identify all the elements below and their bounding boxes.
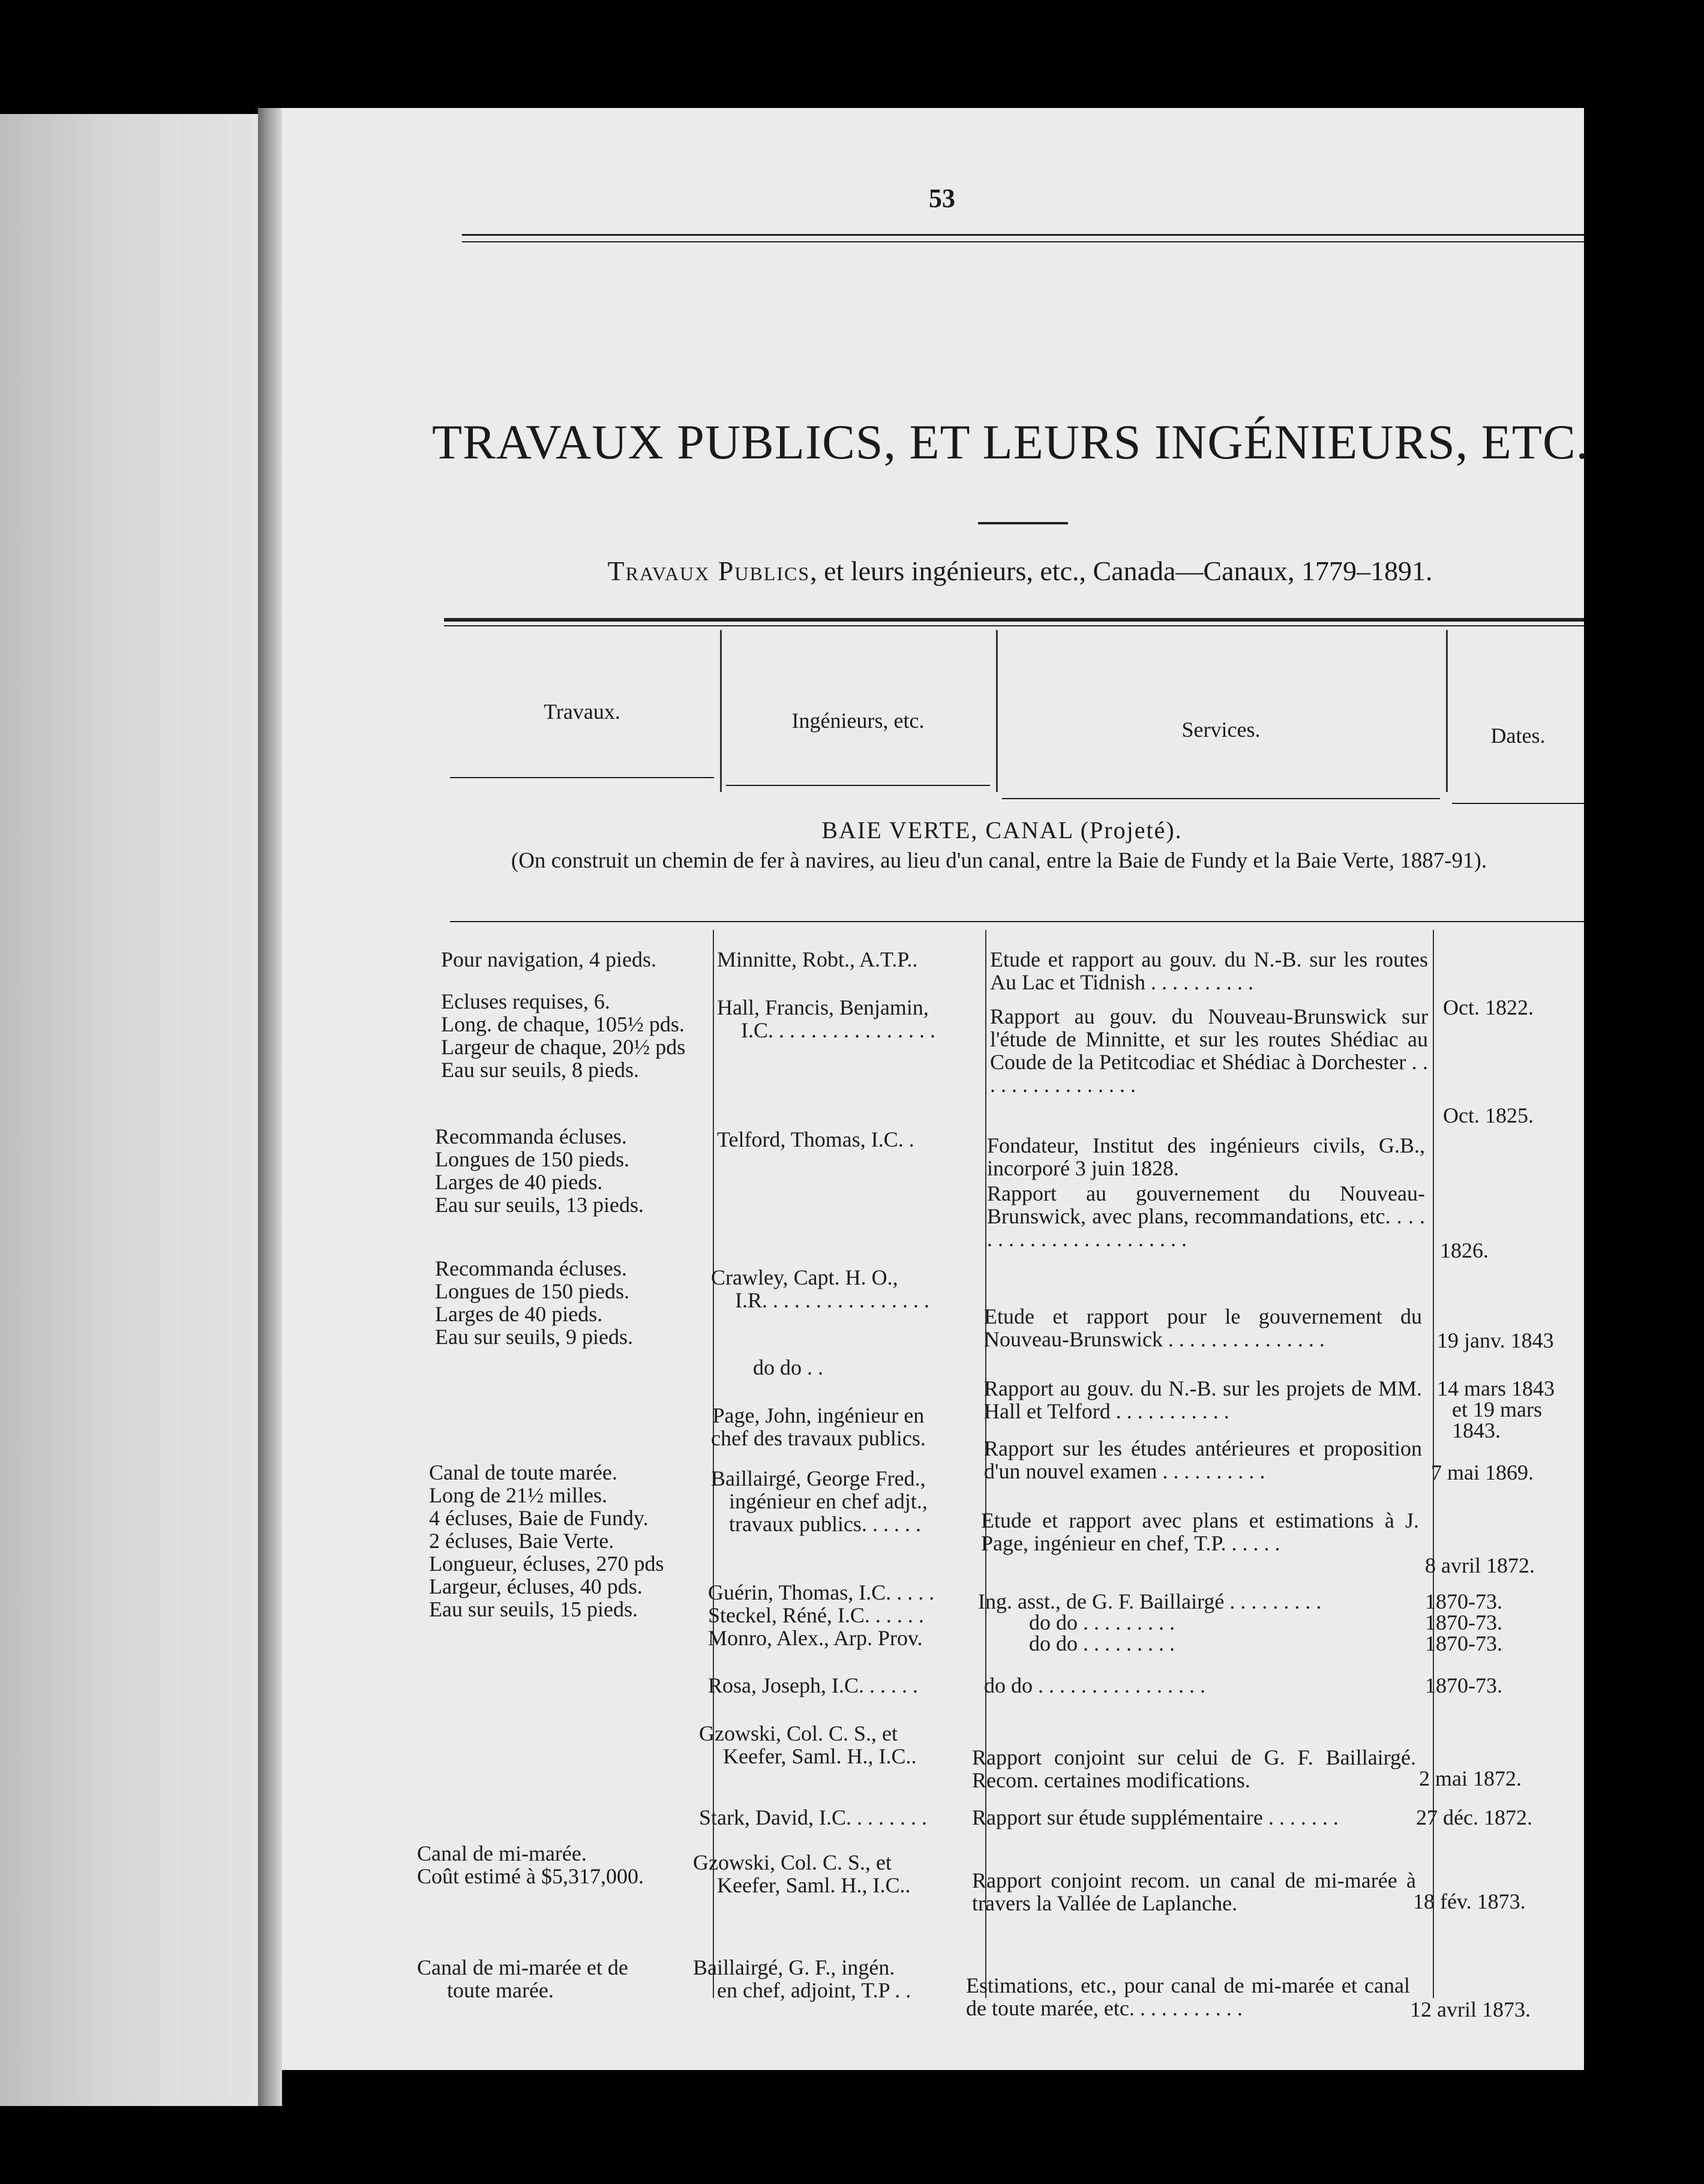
section-note: (On construit un chemin de fer à navires, au lieu d'un canal, entre la Baie de Fundy et la Baie Verte, 1887-91).	[511, 848, 1487, 873]
service-cell: do do . . . . . . . . .	[1029, 1631, 1175, 1655]
ingenieur-cell: Page, John, ingénieur en chef des travaux publics.	[711, 1403, 926, 1450]
header-bottom-rule-2	[726, 785, 990, 786]
date-cell: 18 fév. 1873.	[1413, 1889, 1526, 1913]
service-cell: do do . . . . . . . . . . . . . . . .	[984, 1673, 1205, 1697]
date-cell: et 19 mars	[1452, 1397, 1542, 1421]
ingenieur-cell: Baillairgé, G. F., ingén. en chef, adjoint, T.P . .	[693, 1955, 911, 2002]
table-top-rule	[444, 618, 1584, 622]
date-cell: 1843.	[1452, 1418, 1501, 1442]
section-title: BAIE VERTE, CANAL (Projeté).	[821, 817, 1183, 844]
service-cell: Etude et rapport pour le gouvernement du Nouveau-Brunswick . . . . . . . . . . . . . . .	[984, 1304, 1422, 1351]
date-cell: Oct. 1825.	[1443, 1103, 1534, 1127]
service-cell: Rapport au gouvernement du Nouveau-Brunswick, avec plans, recommandations, etc. . . . . . . . . . . . . . . . . . . . . . .	[987, 1181, 1425, 1251]
caption-small-caps: Travaux Publics	[607, 556, 811, 586]
header-dates: Dates.	[1490, 724, 1546, 748]
date-cell: 1826.	[1440, 1238, 1489, 1262]
service-cell: Etude et rapport au gouv. du N.-B. sur les routes Au Lac et Tidnish . . . . . . . . . .	[990, 947, 1428, 994]
service-cell: Ing. asst., de G. F. Baillairgé . . . . . . . . .	[978, 1589, 1322, 1613]
ingenieur-cell: Minnitte, Robt., A.T.P..	[717, 947, 918, 971]
facing-page-edge	[0, 114, 258, 2106]
service-cell: Rapport au gouv. du Nouveau-Brunswick sur l'étude de Minnitte, et sur les routes Shédiac au Coude de la Petitcodiac et Shédiac à Dorchester . . . . . . . . . . . . . . . .	[990, 1004, 1428, 1097]
service-cell: Rapport conjoint sur celui de G. F. Baillairgé. Recom. certaines modifications.	[972, 1745, 1416, 1792]
header-bottom-rule-4	[1452, 803, 1584, 804]
date-cell: 14 mars 1843	[1437, 1376, 1555, 1400]
table-caption	[510, 555, 1530, 587]
header-rule	[462, 234, 1584, 236]
caption-rest: , et leurs ingénieurs, etc., Canada—Canaux, 1779–1891.	[810, 556, 1433, 586]
page-number: 53	[929, 184, 955, 213]
date-cell: 1870-73.	[1425, 1589, 1502, 1613]
page	[282, 108, 1589, 2070]
title-divider	[978, 522, 1068, 524]
date-cell: 1870-73.	[1425, 1673, 1502, 1697]
ingenieur-cell: Stark, David, I.C. . . . . . . .	[699, 1805, 927, 1829]
header-bottom-rule-1	[450, 777, 714, 778]
date-cell: 2 mai 1872.	[1419, 1766, 1522, 1790]
ingenieur-cell: Gzowski, Col. C. S., et Keefer, Saml. H., I.C..	[699, 1721, 917, 1768]
header-divider-3	[1446, 630, 1448, 792]
ingenieur-cell: Guérin, Thomas, I.C. . . . . Steckel, Réné, I.C. . . . . . Monro, Alex., Arp. Prov.	[708, 1580, 935, 1650]
service-cell: Etude et rapport avec plans et estimations à J. Page, ingénieur en chef, T.P. . . . . .	[981, 1508, 1419, 1555]
date-cell: 27 déc. 1872.	[1416, 1805, 1532, 1829]
table-top-rule-2	[444, 625, 1584, 626]
date-cell: 1870-73.	[1425, 1631, 1502, 1655]
travaux-cell: Recommanda écluses. Longues de 150 pieds. Larges de 40 pieds. Eau sur seuils, 13 pieds.	[435, 1124, 644, 1217]
travaux-cell: Canal de mi-marée et de toute marée.	[417, 1955, 628, 2002]
service-cell: do do . . . . . . . . .	[1029, 1610, 1175, 1634]
ingenieur-cell: Gzowski, Col. C. S., et Keefer, Saml. H., I.C..	[693, 1850, 911, 1897]
travaux-cell: Canal de mi-marée. Coût estimé à $5,317,000.	[417, 1841, 644, 1888]
date-cell: 7 mai 1869.	[1431, 1460, 1534, 1484]
service-cell: Rapport sur étude supplémentaire . . . . . . .	[972, 1805, 1339, 1829]
date-cell: Oct. 1822.	[1443, 995, 1534, 1019]
travaux-cell: Pour navigation, 4 pieds.	[441, 947, 656, 971]
date-cell: 8 avril 1872.	[1425, 1553, 1535, 1577]
header-travaux: Travaux.	[544, 700, 620, 724]
header-bottom-rule-3	[1002, 798, 1440, 799]
service-cell: Fondateur, Institut des ingénieurs civils, G.B., incorporé 3 juin 1828.	[987, 1133, 1425, 1180]
service-cell: Rapport au gouv. du N.-B. sur les projets de MM. Hall et Telford . . . . . . . . . . .	[984, 1376, 1422, 1423]
service-cell: Estimations, etc., pour canal de mi-marée et canal de toute marée, etc. . . . . . . . . . .	[966, 1973, 1410, 2020]
date-cell: 12 avril 1873.	[1410, 1997, 1531, 2021]
travaux-cell: Ecluses requises, 6. Long. de chaque, 105½ pds. Largeur de chaque, 20½ pds Eau sur seuils, 8 pieds.	[441, 989, 686, 1082]
book-gutter	[258, 108, 282, 2106]
travaux-cell: Canal de toute marée. Long de 21½ milles. 4 écluses, Baie de Fundy. 2 écluses, Baie Verte. Longueur, écluses, 270 pds Largeur, écluses, 40 pds. Eau sur seuils, 15 pieds.	[429, 1460, 664, 1621]
header-ingenieurs: Ingénieurs, etc.	[791, 709, 925, 733]
header-divider-2	[996, 630, 998, 792]
section-rule	[450, 921, 1584, 922]
ingenieur-cell: do do . .	[753, 1355, 823, 1379]
ingenieur-cell: Baillairgé, George Fred., ingénieur en chef adjt., travaux publics. . . . . .	[711, 1466, 928, 1536]
ingenieur-cell: Crawley, Capt. H. O., I.R. . . . . . . . . . . . . . . .	[711, 1265, 929, 1312]
body-divider-1	[713, 930, 714, 1998]
service-cell: Rapport conjoint recom. un canal de mi-marée à travers la Vallée de Laplanche.	[972, 1868, 1416, 1915]
header-divider-1	[720, 630, 722, 792]
travaux-cell: Recommanda écluses. Longues de 150 pieds. Larges de 40 pieds. Eau sur seuils, 9 pieds.	[435, 1256, 633, 1349]
ingenieur-cell: Telford, Thomas, I.C. .	[717, 1127, 914, 1151]
ingenieur-cell: Rosa, Joseph, I.C. . . . . .	[708, 1673, 918, 1697]
page-title: TRAVAUX PUBLICS, ET LEURS INGÉNIEURS, ETC.	[432, 415, 1589, 469]
header-services: Services.	[1181, 718, 1261, 742]
ingenieur-cell: Hall, Francis, Benjamin, I.C. . . . . . . . . . . . . . . .	[717, 995, 935, 1042]
header-rule-2	[462, 241, 1584, 242]
service-cell: Rapport sur les études antérieures et proposition d'un nouvel examen . . . . . . . . . .	[984, 1436, 1422, 1483]
date-cell: 19 janv. 1843	[1437, 1328, 1554, 1352]
date-cell: 1870-73.	[1425, 1610, 1502, 1634]
